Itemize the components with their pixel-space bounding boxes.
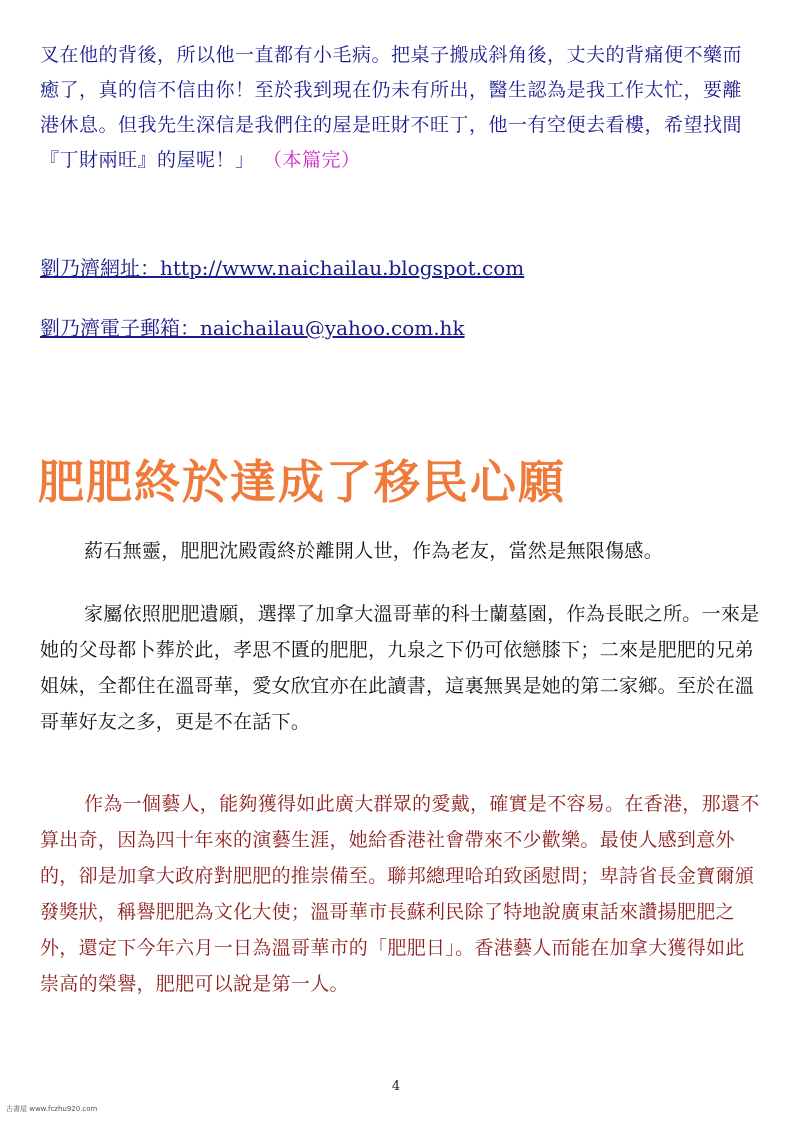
article-paragraph-3 xyxy=(40,786,762,1002)
page-number: 4 xyxy=(391,1079,401,1094)
paragraph-text: 作為一個藝人，能夠獲得如此廣大群眾的愛戴，確實是不容易。在香港，那還不算出奇，因為四十年來的演藝生涯，她給香港社會帶來不少歡樂。最使人感到意外的，卻是加拿大政府對肥肥的推崇備至。聯邦總理哈珀致函慰問；卑詩省長金寶爾頒發獎狀，稱譽肥肥為文化大使；溫哥華市長蘇利民除了特地說廣東話來讚揚肥肥之外，還定下今年六月一日為溫哥華市的「肥肥日」。香港藝人而能在加拿大獲得如此崇高的榮譽，肥肥可以說是第一人。 xyxy=(40,793,760,995)
continued-paragraph-text: 叉在他的背後，所以他一直都有小毛病。把桌子搬成斜角後，丈夫的背痛便不藥而癒了，真的信不信由你！至於我到現在仍未有所出，醫生認為是我工作太忙，要離港休息。但我先生深信是我們住的屋是旺財不旺丁，他一有空便去看樓，希望找間『丁財兩旺』的屋呢！」 xyxy=(40,44,743,171)
email-address[interactable]: naichailau@yahoo.com.hk xyxy=(200,316,465,340)
footer-watermark: 古書屋 www.fczhu920.com xyxy=(6,1105,98,1113)
continued-paragraph xyxy=(40,38,760,178)
website-url[interactable]: http://www.naichailau.blogspot.com xyxy=(160,256,525,280)
email-link[interactable] xyxy=(40,312,465,341)
email-label: 劉乃濟電子郵箱： xyxy=(40,316,200,340)
paragraph-text: 葯石無靈，肥肥沈殿霞終於離開人世，作為老友，當然是無限傷感。 xyxy=(84,540,664,562)
article-paragraph-2 xyxy=(40,596,762,740)
paragraph-text: 家屬依照肥肥遺願，選擇了加拿大溫哥華的科士蘭墓園，作為長眠之所。一來是她的父母都卜葬於此，孝思不匱的肥肥，九泉之下仍可依戀膝下；二來是肥肥的兄弟姐妹，全都住在溫哥華，愛女欣宜亦在此讀書，這裏無異是她的第二家鄉。至於在溫哥華好友之多，更是不在話下。 xyxy=(40,603,760,733)
article-paragraph-1 xyxy=(40,533,762,569)
website-link[interactable] xyxy=(40,252,524,281)
website-label: 劉乃濟網址： xyxy=(40,256,160,280)
article-title: 肥肥終於達成了移民心願 xyxy=(38,455,566,509)
end-note: （本篇完） xyxy=(272,149,361,171)
